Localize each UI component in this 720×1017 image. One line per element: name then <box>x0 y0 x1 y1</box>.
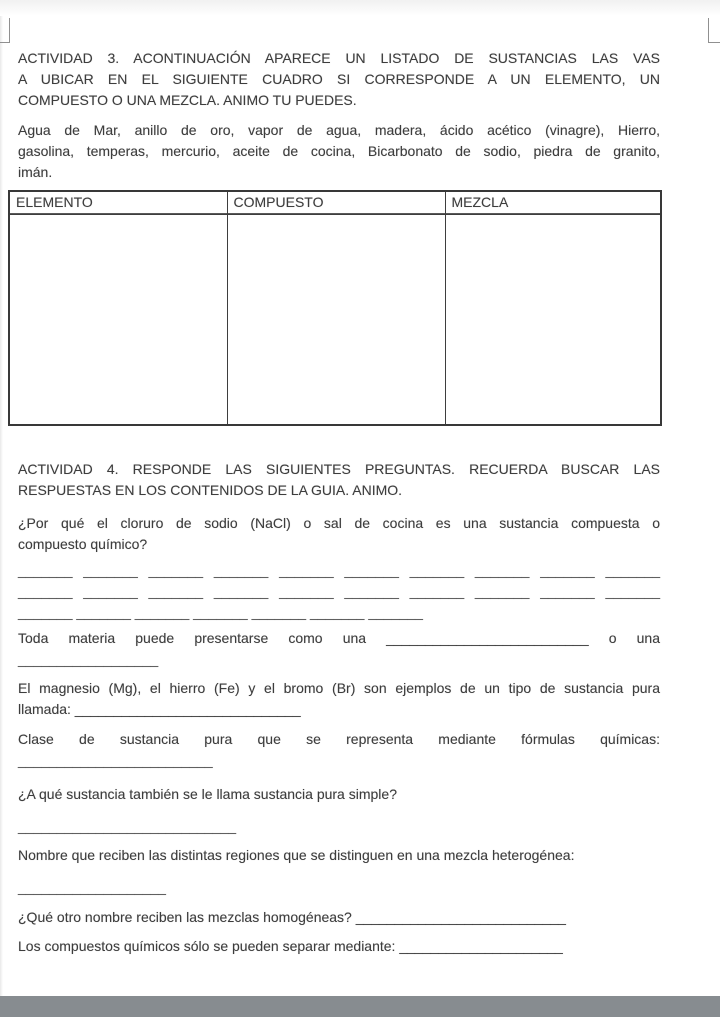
table-header-label: COMPUESTO <box>228 193 445 214</box>
table-header-mezcla <box>445 191 661 215</box>
text-line: Toda materia puede presentarse como una __________________________ o una <box>18 630 660 646</box>
table-body-row <box>9 215 661 426</box>
text-line: ¿Por qué el cloruro de sodio (NaCl) o sal de cocina es una sustancia compuesta o <box>18 515 660 531</box>
text-line: compuesto químico? <box>18 536 148 552</box>
question-elemento <box>18 678 660 720</box>
text-line: ¿A qué sustancia también se le llama sustancia pura simple? <box>18 786 397 802</box>
text-line: llamada: _____________________________ <box>18 701 301 717</box>
answer-line-simple <box>18 816 660 837</box>
answer-line-fases <box>18 877 660 898</box>
question-materia <box>18 628 660 670</box>
answer-blank-line: _________________________ <box>18 752 213 768</box>
text-line: COMPUESTO O UNA MEZCLA. ANIMO TU PUEDES. <box>18 92 357 108</box>
answer-blank-line: _______ _______ _______ _______ _______ _______ _______ <box>18 604 423 620</box>
table-header-compuesto <box>227 191 445 215</box>
text-line: imán. <box>18 164 53 180</box>
answer-blank-line: _______ _______ _______ _______ _______ _______ _______ _______ _______ _______ <box>18 562 660 578</box>
question-nacl <box>18 513 660 555</box>
text-line: Agua de Mar, anillo de oro, vapor de agua, madera, ácido acético (vinagre), Hierro, <box>18 122 660 138</box>
table-header-row <box>9 191 661 215</box>
table-cell-elemento <box>9 215 227 426</box>
question-fases <box>18 845 660 866</box>
text-line: gasolina, temperas, mercurio, aceite de cocina, Bicarbonato de sodio, piedra de granito, <box>18 143 660 159</box>
text-line: Nombre que reciben las distintas regiones que se distinguen en una mezcla heterogénea: <box>18 847 575 863</box>
table-cell-compuesto <box>227 215 445 426</box>
table-header-elemento <box>9 191 227 215</box>
table-header-label: MEZCLA <box>446 193 661 214</box>
classification-table <box>8 190 662 426</box>
activity4-heading <box>18 459 660 501</box>
question-formulas <box>18 729 660 771</box>
question-separar <box>18 936 660 957</box>
text-line: RESPUESTAS EN LOS CONTENIDOS DE LA GUIA. ANIMO. <box>18 482 403 498</box>
text-line: A UBICAR EN EL SIGUIENTE CUADRO SI CORRESPONDE A UN ELEMENTO, UN <box>18 71 660 87</box>
answer-blank-line: __________________ <box>18 651 159 667</box>
substance-list <box>18 120 660 183</box>
question-simple <box>18 784 660 805</box>
table-cell-mezcla <box>445 215 661 426</box>
text-line: ACTIVIDAD 4. RESPONDE LAS SIGUIENTES PREGUNTAS. RECUERDA BUSCAR LAS <box>18 461 660 477</box>
answer-blank-line: ___________________ <box>18 879 166 895</box>
answer-blank-line: _______ _______ _______ _______ _______ _______ _______ _______ _______ _______ <box>18 583 660 599</box>
question-homogeneas <box>18 907 660 928</box>
bottom-bar <box>0 996 720 1017</box>
text-line: ¿Qué otro nombre reciben las mezclas homogéneas? ___________________________ <box>18 909 566 925</box>
answer-lines-nacl <box>18 560 660 623</box>
text-line: ACTIVIDAD 3. ACONTINUACIÓN APARECE UN LISTADO DE SUSTANCIAS LAS VAS <box>18 50 660 66</box>
text-line: El magnesio (Mg), el hierro (Fe) y el bromo (Br) son ejemplos de un tipo de sustancia pura <box>18 680 660 696</box>
text-line: Los compuestos químicos sólo se pueden separar mediante: _____________________ <box>18 938 563 954</box>
table-header-label: ELEMENTO <box>10 193 227 214</box>
activity3-heading <box>18 48 660 111</box>
answer-blank-line: ____________________________ <box>18 818 237 834</box>
text-line: Clase de sustancia pura que se representa mediante fórmulas químicas: <box>18 731 660 747</box>
